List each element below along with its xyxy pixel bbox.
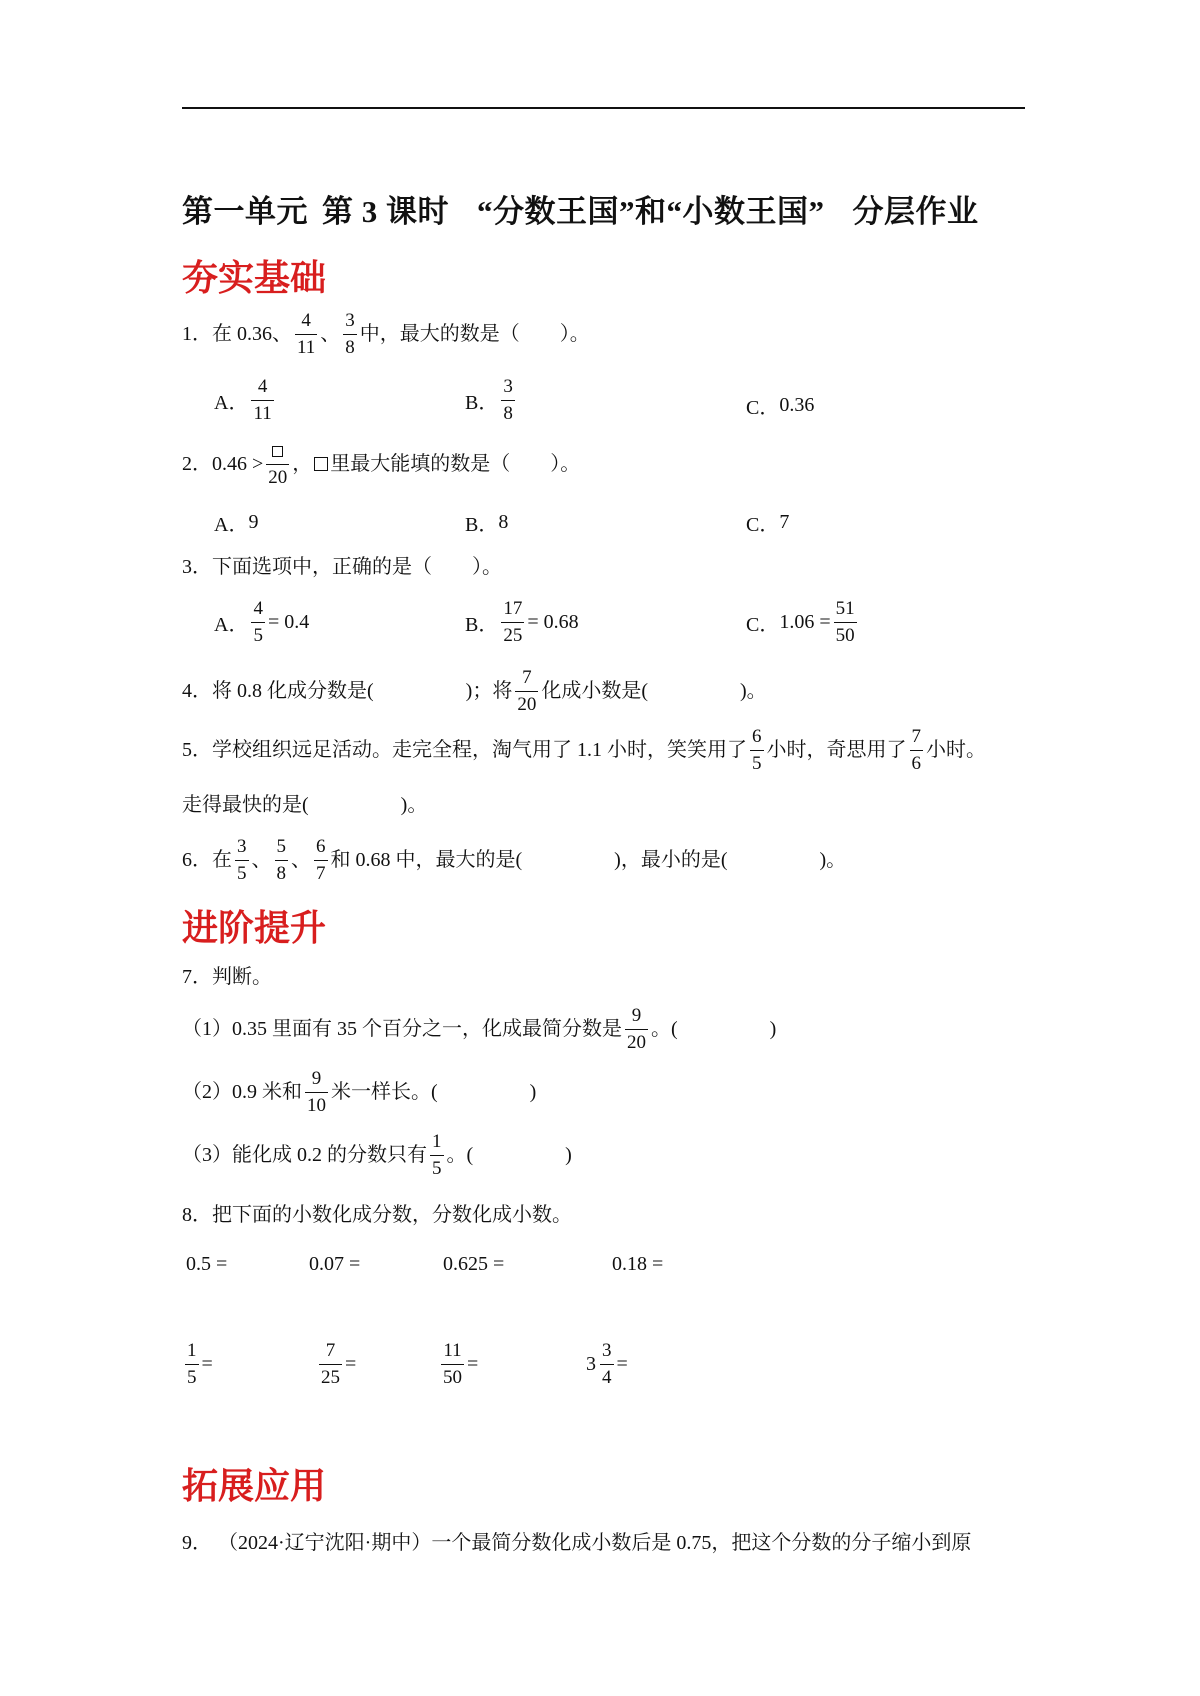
fraction: $\frac{17}{25}$ bbox=[503, 598, 523, 646]
question-7-part-2: （2）0.9 米和 $\frac{9}{10}$ 米一样长。( ) bbox=[182, 1068, 537, 1116]
section-heading-extension: 拓展应用 bbox=[182, 1466, 327, 1506]
q1-option-a: A． $\frac{4}{11}$ bbox=[214, 376, 272, 424]
blank-box-icon bbox=[272, 446, 283, 457]
question-1: 1． 在 0.36、 $\frac{4}{11}$ 、 $\frac{3}{8}$ 中，最大的数是（ ）。 bbox=[182, 310, 590, 358]
q8-decimal-1: 0.5 = bbox=[186, 1253, 228, 1275]
fraction: $\frac{7}{6}$ bbox=[911, 726, 921, 774]
question-2: 2． 0.46 > 20 ， 里最大能填的数是（ ）。 bbox=[182, 440, 580, 489]
q2-option-b: B． 8 bbox=[465, 511, 509, 536]
fraction: $\frac{11}{50}$ bbox=[443, 1340, 462, 1388]
fraction: $\frac{3}{4}$ bbox=[602, 1340, 612, 1388]
fraction: $\frac{4}{11}$ bbox=[253, 376, 272, 424]
q8-decimal-4: 0.18 = bbox=[612, 1253, 664, 1275]
fraction: $\frac{4}{5}$ bbox=[253, 598, 263, 646]
fraction: $\frac{1}{5}$ bbox=[432, 1131, 442, 1179]
section-heading-advanced: 进阶提升 bbox=[182, 908, 327, 948]
question-4: 4． 将 0.8 化成分数是( )；将 $\frac{7}{20}$ 化成小数是( )。 bbox=[182, 667, 767, 715]
fraction: $\frac{4}{11}$ bbox=[297, 310, 316, 358]
fraction: $\frac{7}{25}$ bbox=[321, 1340, 340, 1388]
fraction: $\frac{9}{20}$ bbox=[627, 1005, 646, 1053]
question-6: 6． 在 $\frac{3}{5}$ 、 $\frac{5}{8}$ 、 $\frac{6}{7}$ 和 0.68 中，最大的是( )，最小的是( )。 bbox=[182, 836, 847, 884]
q1-option-c: C． 0.36 bbox=[746, 394, 815, 419]
q8-decimal-3: 0.625 = bbox=[443, 1253, 505, 1275]
blank-box-icon bbox=[314, 457, 328, 471]
q8-fraction-2: $\frac{7}{25}$ = bbox=[321, 1340, 357, 1388]
q3-option-a: A． $\frac{4}{5}$ = 0.4 bbox=[214, 598, 310, 646]
q8-fraction-3: $\frac{11}{50}$ = bbox=[443, 1340, 479, 1388]
question-7-part-1: （1）0.35 里面有 35 个百分之一，化成最简分数是 $\frac{9}{20}$ 。( ) bbox=[182, 1005, 777, 1053]
fraction: $\frac{3}{8}$ bbox=[345, 310, 355, 358]
question-5-line-2: 走得最快的是( )。 bbox=[182, 794, 428, 816]
q8-decimal-2: 0.07 = bbox=[309, 1253, 361, 1275]
question-9: 9． （2024·辽宁沈阳·期中）一个最简分数化成小数后是 0.75，把这个分数的分子缩小到原 bbox=[182, 1532, 972, 1554]
header-rule bbox=[182, 107, 1025, 109]
q8-fraction-1: $\frac{1}{5}$ = bbox=[187, 1340, 213, 1388]
section-heading-basic: 夯实基础 bbox=[182, 258, 327, 298]
q2-option-c: C． 7 bbox=[746, 511, 790, 536]
fraction: $\frac{3}{5}$ bbox=[237, 836, 247, 884]
question-5: 5． 学校组织远足活动。走完全程，淘气用了 1.1 小时，笑笑用了 $\frac{6}{5}$ 小时，奇思用了 $\frac{7}{6}$ 小时。 bbox=[182, 726, 986, 774]
question-7-part-3: （3）能化成 0.2 的分数只有 $\frac{1}{5}$ 。( ) bbox=[182, 1131, 572, 1179]
q3-option-b: B． $\frac{17}{25}$ = 0.68 bbox=[465, 598, 579, 646]
question-8: 8． 把下面的小数化成分数，分数化成小数。 bbox=[182, 1204, 572, 1226]
fraction: $\frac{9}{10}$ bbox=[307, 1068, 326, 1116]
q1-option-b: B． $\frac{3}{8}$ bbox=[465, 376, 513, 424]
fraction-with-box: 20 bbox=[266, 440, 289, 489]
question-7: 7． 判断。 bbox=[182, 966, 272, 988]
fraction: $\frac{3}{8}$ bbox=[503, 376, 513, 424]
fraction: $\frac{6}{5}$ bbox=[752, 726, 762, 774]
q3-option-c: C． 1.06 = $\frac{51}{50}$ bbox=[746, 598, 855, 646]
fraction: $\frac{1}{5}$ bbox=[187, 1340, 197, 1388]
q8-mixed-number: 3 $\frac{3}{4}$ = bbox=[586, 1340, 628, 1388]
fraction: $\frac{5}{8}$ bbox=[276, 836, 286, 884]
fraction: $\frac{6}{7}$ bbox=[316, 836, 326, 884]
fraction: $\frac{51}{50}$ bbox=[835, 598, 855, 646]
fraction: $\frac{7}{20}$ bbox=[517, 667, 537, 715]
page-title: 第一单元 第 3 课时 “分数王国”和“小数王国” 分层作业 bbox=[182, 194, 979, 229]
q2-option-a: A． 9 bbox=[214, 511, 259, 536]
question-3: 3． 下面选项中，正确的是（ ）。 bbox=[182, 556, 502, 578]
